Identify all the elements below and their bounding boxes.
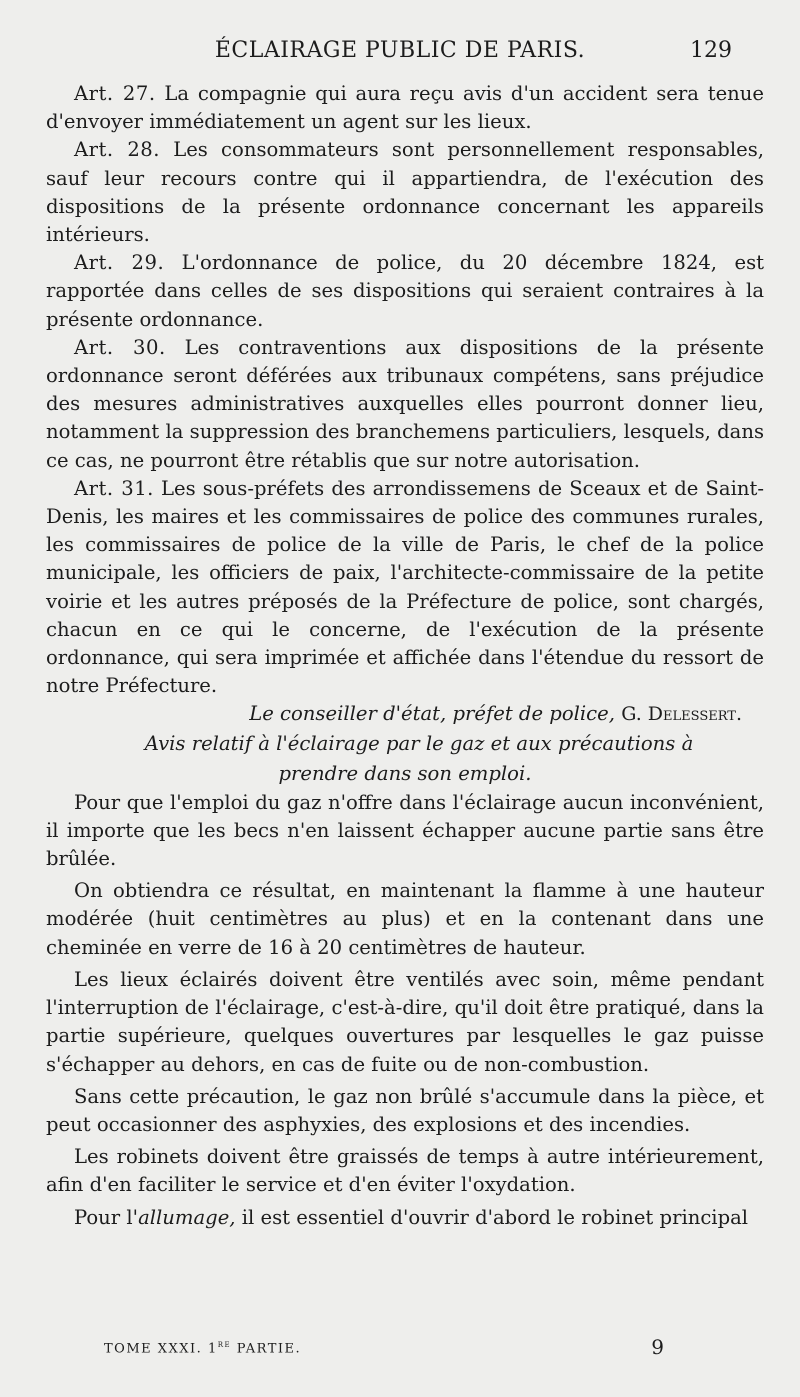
signature-mark: [104, 1339, 301, 1356]
part-word: PARTIE.: [231, 1341, 302, 1357]
body-text: [46, 80, 764, 1232]
signatory-name: G. Delessert.: [621, 703, 742, 726]
part-suffix: re: [217, 1339, 232, 1350]
paragraph: Pour que l'emploi du gaz n'offre dans l'éclairage aucun inconvénient, il importe que les becs n'en laissent échapper aucune partie sans être brûlée.: [46, 790, 764, 871]
article-28: [46, 136, 764, 249]
article-30: [46, 334, 764, 475]
paragraph-rest: il est essentiel d'ouvrir d'abord le robinet principal: [235, 1205, 749, 1229]
page-header: [40, 38, 760, 72]
page-footer: [104, 1335, 740, 1365]
part-number: 1: [207, 1341, 218, 1357]
article-text: Les consommateurs sont personnellement responsables, sauf leur recours contre qui il appartiendra, de l'exécution des dispositions de la présente ordonnance concernant les appareils intérieurs.: [46, 138, 764, 247]
page-number: 129: [690, 38, 732, 63]
article-text: La compagnie qui aura reçu avis d'un accident sera tenue d'envoyer immédiatement un agent sur les lieux.: [46, 82, 765, 134]
running-title: ÉCLAIRAGE PUBLIC DE PARIS.: [214, 38, 586, 63]
paragraph-start: Pour l': [74, 1205, 139, 1229]
paragraph-emphasis: allumage,: [138, 1205, 236, 1229]
paragraph: On obtiendra ce résultat, en maintenant la flamme à une hauteur modérée (huit centimètres au plus) et en la contenant dans une cheminée en verre de 16 à 20 centimètres de hauteur.: [46, 879, 764, 959]
article-text: L'ordonnance de police, du 20 décembre 1824, est rapportée dans celles de ses dispositions qui seraient contraires à la présente ordonnance.: [46, 251, 764, 331]
folio-number: 9: [651, 1335, 664, 1359]
article-label: Art. 31.: [74, 476, 154, 500]
article-label: Art. 29.: [74, 251, 165, 275]
paragraph-last: [46, 1204, 764, 1232]
article-text: Les sous-préfets des arrondissemens de Sceaux et de Saint-Denis, les maires et les commissaires de police des communes rurales, les commissaires de police de la ville de Paris, le chef de la police municipale, les officiers de paix, l'architecte-commissaire de la petite voirie et les autres préposés de la Préfecture de police, sont chargés, chacun en ce qui le concerne, de l'exécution de la présente ordonnance, qui sera imprimée et affichée dans l'étendue du ressort de notre Préfecture.: [46, 476, 764, 698]
article-label: Art. 28.: [74, 138, 160, 162]
paragraph: Les lieux éclairés doivent être ventilés avec soin, même pendant l'interruption de l'éclairage, c'est-à-dire, qu'il doit être pratiqué, dans la partie supérieure, quelques ouvertures par lesquelles le gaz puisse s'échapper au dehors, en cas de fuite ou de non-combustion.: [46, 967, 764, 1076]
article-27: [46, 80, 764, 136]
article-label: Art. 27.: [74, 82, 156, 105]
article-label: Art. 30.: [74, 335, 166, 359]
article-29: [46, 249, 764, 334]
signature-title: Le conseiller d'état, préfet de police,: [249, 702, 615, 726]
section-title: Avis relatif à l'éclairage par le gaz et aux précautions à prendre dans son emploi.: [144, 731, 694, 785]
signature-line: [46, 700, 764, 728]
article-31: [46, 475, 764, 701]
volume-label: TOME XXXI.: [104, 1341, 203, 1357]
paragraph: Sans cette précaution, le gaz non brûlé s'accumule dans la pièce, et peut occasionner des asphyxies, des explosions et des incendies.: [46, 1084, 764, 1136]
paragraph: Les robinets doivent être graissés de temps à autre intérieurement, afin d'en faciliter le service et d'en éviter l'oxydation.: [46, 1145, 764, 1197]
article-text: Les contraventions aux dispositions de la présente ordonnance seront déférées aux tribunaux compétens, sans préjudice des mesures administratives auxquelles elles pourront donner lieu, notamment la suppression des branchemens particuliers, lesquels, dans ce cas, ne pourront être rétablis que sur notre autorisation.: [46, 335, 764, 472]
